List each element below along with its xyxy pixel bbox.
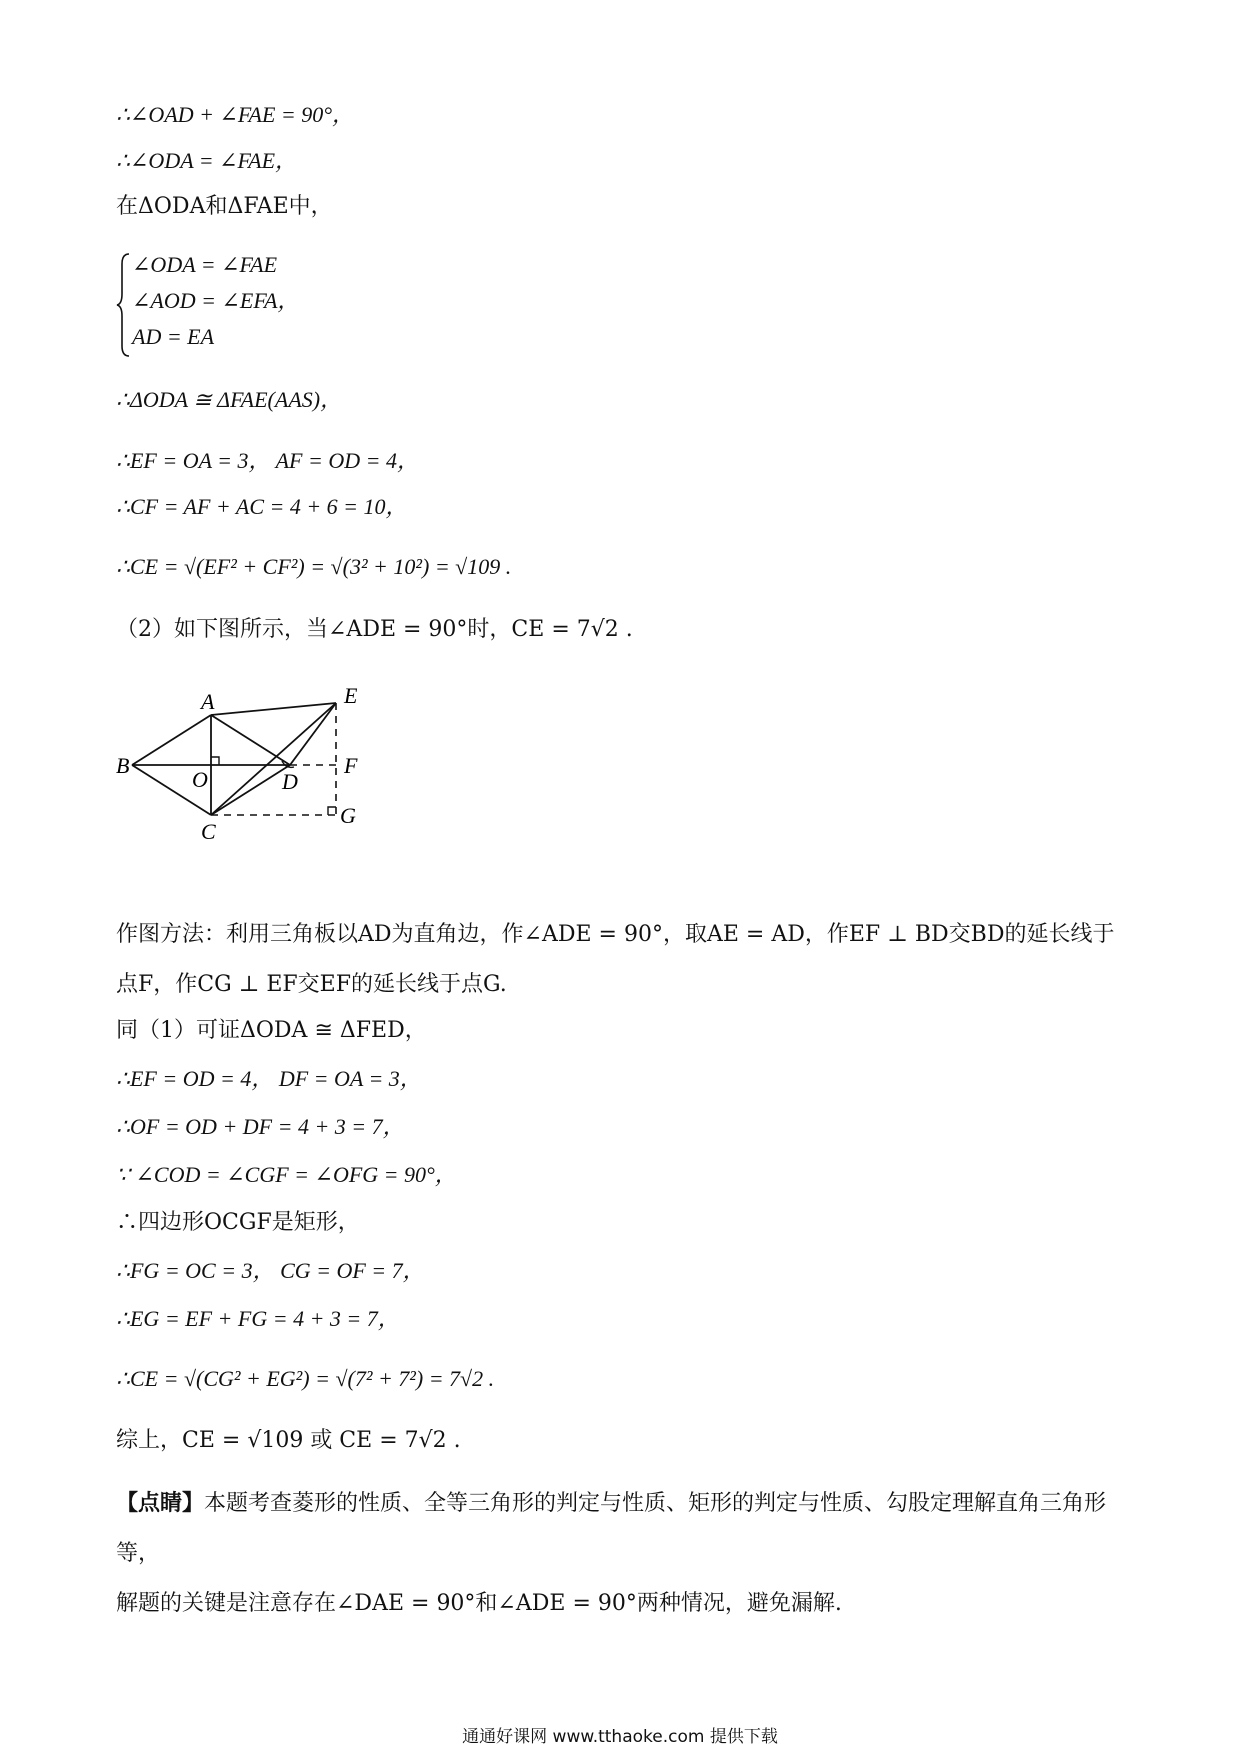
segment-BA (132, 715, 211, 765)
system-line-2: ∠AOD = ∠EFA， (132, 288, 300, 313)
proof-line-2: ∴∠ODA = ∠FAE， (116, 148, 298, 173)
proof-line-3: 在ΔODA和ΔFAE中， (116, 194, 333, 219)
right-angle-G (328, 807, 336, 815)
proof-line-9: 同（1）可证ΔODA ≅ ΔFED， (116, 1018, 427, 1043)
segment-DE (290, 703, 336, 765)
proof-line-5: ∴EF = OA = 3， AF = OD = 4， (116, 448, 419, 473)
system-line-3: AD = EA (132, 324, 215, 349)
proof-line-6: ∴CF = AF + AC = 4 + 6 = 10， (116, 494, 408, 519)
label-F: F (344, 753, 358, 778)
equation-system (116, 250, 416, 360)
right-angle-O (211, 757, 219, 765)
comment-line-2: 解题的关键是注意存在∠DAE = 90°和∠ADE = 90°两种情况，避免漏解. (116, 1591, 842, 1616)
proof-line-11: ∴OF = OD + DF = 4 + 3 = 7， (116, 1114, 405, 1139)
part-2-heading: （2）如下图所示，当∠ADE = 90°时，CE = 7√2 . (116, 617, 633, 642)
proof-line-13: ∴四边形OCGF是矩形， (116, 1210, 360, 1235)
label-B: B (116, 753, 130, 778)
system-line-1: ∠ODA = ∠FAE (132, 252, 278, 277)
label-C: C (201, 819, 216, 844)
proof-line-14: ∴FG = OC = 3， CG = OF = 7， (116, 1258, 425, 1283)
label-A: A (201, 689, 215, 714)
label-G: G (340, 803, 356, 828)
proof-line-16: ∴CE = √(CG² + EG²) = √(7² + 7²) = 7√2 . (116, 1366, 495, 1391)
comment-tag: 【点睛】 (116, 1490, 205, 1516)
segment-AD (211, 715, 290, 765)
footer-credit: 通通好课网 www.tthaoke.com 提供下载 (462, 1727, 778, 1747)
proof-line-1: ∴∠OAD + ∠FAE = 90°， (116, 102, 355, 127)
method-line-1: 作图方法：利用三角板以AD为直角边，作∠ADE = 90°，取AE = AD，作EF ⊥ BD交BD的延长线于 (116, 922, 1115, 947)
label-O: O (192, 767, 208, 792)
label-E: E (344, 683, 358, 708)
segment-CE (211, 703, 336, 815)
left-brace (116, 250, 132, 360)
proof-line-4: ∴ΔODA ≅ ΔFAE(AAS)， (116, 387, 343, 412)
label-D: D (282, 769, 298, 794)
conclusion-line: 综上，CE = √109 或 CE = 7√2 . (116, 1428, 461, 1453)
comment-text-1: 本题考查菱形的性质、全等三角形的判定与性质、矩形的判定与性质、勾股定理解直角三角形等， (116, 1491, 1107, 1566)
construction-method (116, 910, 1126, 1010)
proof-line-10: ∴EF = OD = 4， DF = OA = 3， (116, 1066, 422, 1091)
comment-block (116, 1478, 1126, 1629)
proof-line-15: ∴EG = EF + FG = 4 + 3 = 7， (116, 1306, 400, 1331)
geometry-figure (116, 675, 386, 865)
comment-line-1 (116, 1478, 1126, 1579)
proof-line-7: ∴CE = √(EF² + CF²) = √(3² + 10²) = √109 . (116, 554, 512, 579)
segment-AE (211, 703, 336, 715)
proof-line-12: ∵ ∠COD = ∠CGF = ∠OFG = 90°， (116, 1162, 457, 1187)
method-line-2: 点F，作CG ⊥ EF交EF的延长线于点G. (116, 972, 507, 997)
segment-CD (211, 765, 290, 815)
